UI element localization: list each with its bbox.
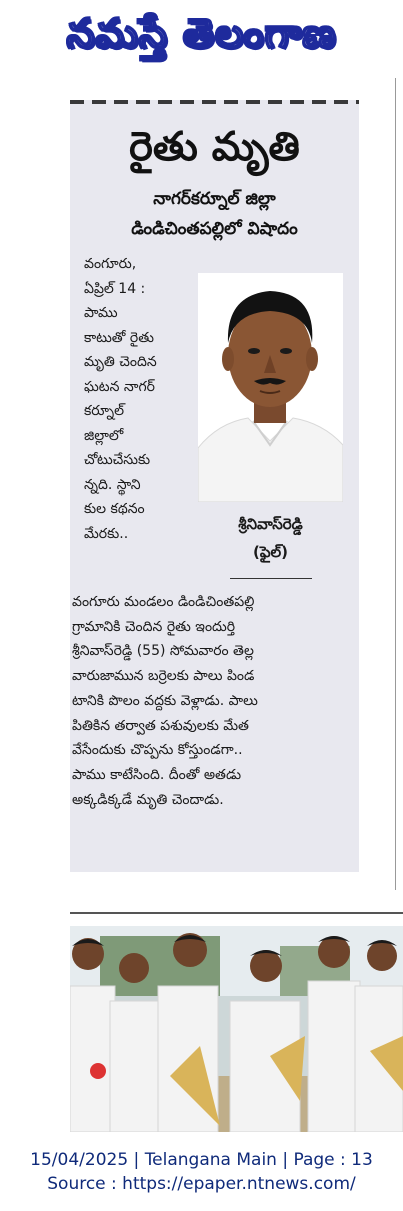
article-headline: రైతు మృతి [129, 124, 300, 170]
body-line: గ్రామానికి చెందిన రైతు ఇందుర్తి [72, 618, 236, 635]
photo-caption [198, 510, 343, 566]
body-line: పితికిన తర్వాత పశువులకు మేత [72, 717, 249, 734]
body-line: వంగూరు మండలం డిండిచింతపల్లి [72, 594, 255, 610]
section-divider [70, 912, 403, 914]
body-line: పాము కాటేసింది. దీంతో అతడు [72, 766, 242, 783]
lead-line: మృతి చెందిన [84, 354, 157, 370]
lead-line: వంగూరు, [84, 256, 137, 272]
lead-line: న్నది. స్థాని [84, 476, 141, 493]
masthead [0, 0, 403, 78]
group-photo [70, 926, 403, 1132]
news-article [70, 100, 359, 872]
lead-line: ఘటన నాగర్ [84, 378, 155, 395]
lead-line: మేరకు.. [84, 525, 129, 542]
clipped-previous-headline [70, 100, 359, 104]
column-divider [395, 78, 396, 890]
caption-divider [230, 578, 312, 579]
lead-line: కాటుతో రైతు [84, 329, 154, 346]
body-line: వారుజామున బర్రెలకు పాలు పిండ [72, 668, 255, 685]
body-line: అక్కడిక్కడే మృతి చెందాడు. [72, 791, 224, 808]
lead-line: చోటుచేసుకు [84, 452, 151, 468]
lead-line: ఏప్రిల్ 14 : [84, 280, 146, 297]
body-line: శ్రీనివాస్‌రెడ్డి (55) సోమవారం తెల్ల [72, 643, 254, 660]
subhead-line: డిండిచింతపల్లిలో విషాదం [131, 219, 298, 239]
lead-line: కర్నూల్ [84, 403, 125, 419]
lead-line: జిల్లాలో [84, 427, 124, 444]
masthead-title: నమస్తే తెలంగాణ [66, 11, 337, 57]
subhead-line: నాగర్‌కర్నూల్ జిల్లా [153, 189, 276, 209]
article-subheadline [70, 184, 359, 244]
caption-note: (ఫైల్) [252, 543, 288, 561]
footer-source-link[interactable]: Source : https://epaper.ntnews.com/ [47, 1174, 356, 1194]
lead-line: పాము [84, 305, 118, 321]
portrait-photo [198, 273, 343, 502]
article-body [72, 590, 356, 812]
caption-name: శ్రీనివాస్‌రెడ్డి [238, 515, 303, 533]
body-line: వేసేందుకు చొప్పను కోస్తుండగా.. [72, 742, 243, 759]
lead-line: కుల కథనం [84, 501, 145, 517]
article-lead-column [84, 252, 196, 546]
body-line: టానికి పొలం వద్దకు వెళ్లాడు. పాలు [72, 692, 258, 709]
footer-edition-info: 15/04/2025 | Telangana Main | Page : 13 [30, 1150, 373, 1170]
